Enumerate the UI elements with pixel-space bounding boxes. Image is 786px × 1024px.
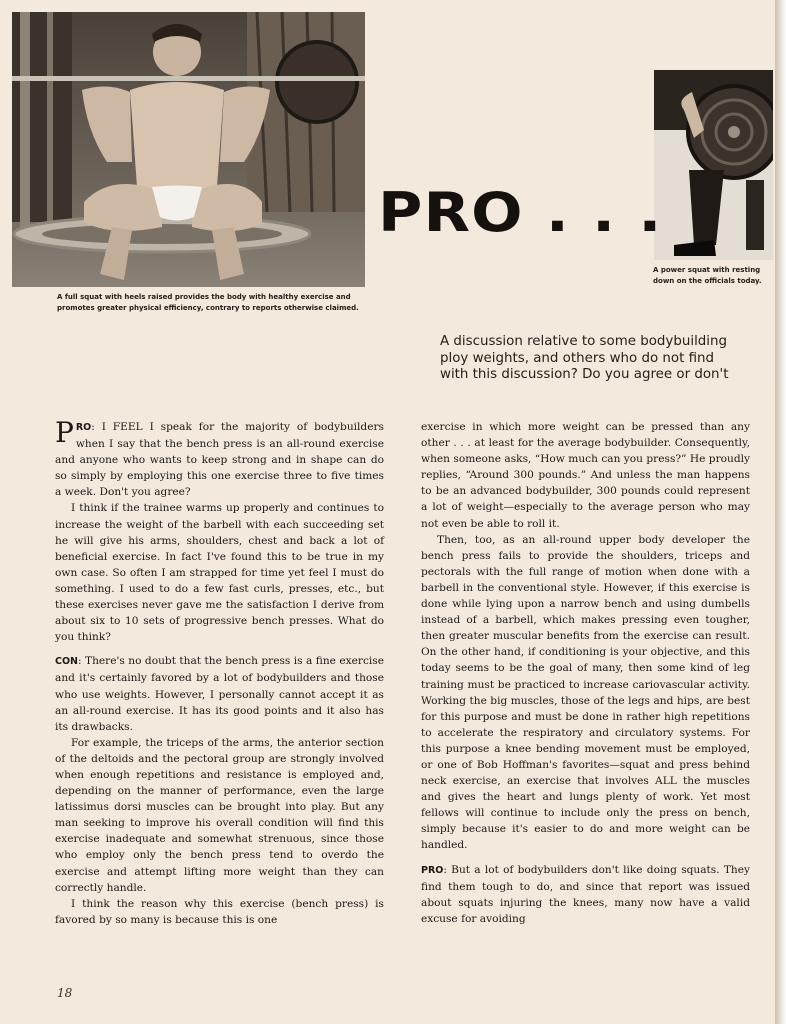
page-number: 18 xyxy=(57,986,73,1000)
power-squat-caption: A power squat with resting down on the officials today. xyxy=(653,266,762,285)
paragraph xyxy=(55,416,384,500)
paragraph-text: : There's no doubt that the bench press is a fine exercise and it's certainly favored by a lot of bodybuilders and those who use weights. However, I personally cannot accept it as an all-round exercise. It has its good points and it also has its drawbacks. xyxy=(55,655,384,733)
paragraph: I think if the trainee warms up properly and continues to increase the weight of the barbell with each succeeding set he will give his arms, shoulders, chest and back a lot of beneficial exercise. In fact I've found this to be true in my own case. So often I am strapped for time yet feel I must do something. I used to do a few fast curls, presses, etc., but these exercises never gave me the satisfaction I derive from about six to 10 sets of progressive bench presses. What do you think? xyxy=(55,502,384,644)
article-column-right xyxy=(421,419,750,927)
paragraph: exercise in which more weight can be pressed than any other . . . at least for the average bodybuilder. Consequently, when someone asks, “How much can you press?” He proudly replies, “Around 300 pounds.” And unless the man happens to be an advanced bodybuilder, 300 pounds could represent a lot of weight—especially to the average person who may not even be able to roll it. xyxy=(421,421,750,530)
squat-photo-caption: A full squat with heels raised provides the body with healthy exercise and promotes greater physical efficiency, contrary to reports otherwise claimed. xyxy=(57,293,359,312)
paragraph: I think the reason why this exercise (bench press) is favored by so many is because this is one xyxy=(55,897,384,926)
paragraph-text: : I FEEL I speak for the majority of bodybuilders when I say that the bench press is an all-round exercise and anyone who wants to keep strong and in shape can do so simply by employing this one exercise three to five times a week. Don't you agree? xyxy=(55,421,384,499)
article-column-left xyxy=(55,416,384,928)
page-edge xyxy=(775,0,786,1024)
paragraph: For example, the triceps of the arms, the anterior section of the deltoids and the pectoral group are strongly involved when enough repetitions and resistance is employed and, depending on the manner of performance, even the large latissimus dorsi muscles can be brought into play. But any man seeking to improve his overall condition will find this exercise inadequate and somewhat strenuous, since those who employ only the bench press tend to overdo the exercise and attempt lifting more weight than they can correctly handle. xyxy=(55,736,384,894)
speaker-label: RO xyxy=(75,422,92,433)
squat-photo xyxy=(12,12,365,287)
power-squat-photo xyxy=(654,70,773,260)
subhead-line: ploy weights, and others who do not find xyxy=(440,350,715,366)
speaker-label: CON xyxy=(55,656,78,668)
drop-cap: P xyxy=(55,416,74,449)
paragraph xyxy=(421,862,750,927)
subhead-line: A discussion relative to some bodybuilding xyxy=(440,334,727,349)
headline: PRO . . . xyxy=(378,181,663,244)
speaker-label: PRO xyxy=(421,864,444,876)
subhead xyxy=(440,334,775,384)
paragraph xyxy=(55,653,384,734)
paragraph: Then, too, as an all-round upper body developer the bench press fails to provide the shoulders, triceps and pectorals with the full range of motion when done with a barbell in the conventional style. However, if this exercise is done while lying upon a narrow bench and using dumbells instead of a barbell, which makes pressing even tougher, then greater muscular benefits from the exercise can result. On the other hand, if conditioning is your objective, and this today seems to be the goal of many, then some kind of leg training must be practiced to increase cariovascular activity. Working the big muscles, those of the legs and hips, are best for this purpose and must be done in rather high repetitions to accelerate the respiratory and circulatory systems. For this purpose a knee bending movement must be employed, or one of Bob Hoffman's favorites—squat and press behind neck exercise, an exercise that involves ALL the muscles and gives the heart and lungs plenty of work. Yet most fellows will continue to include only the press on bench, simply because it's easier to do and more weight can be handled. xyxy=(421,533,750,852)
subhead-line: with this discussion? Do you agree or don't xyxy=(440,367,729,382)
paragraph-text: : But a lot of bodybuilders don't like doing squats. They find them tough to do, and since that report was issued about squats injuring the knees, many now have a valid excuse for avoiding xyxy=(421,863,750,925)
